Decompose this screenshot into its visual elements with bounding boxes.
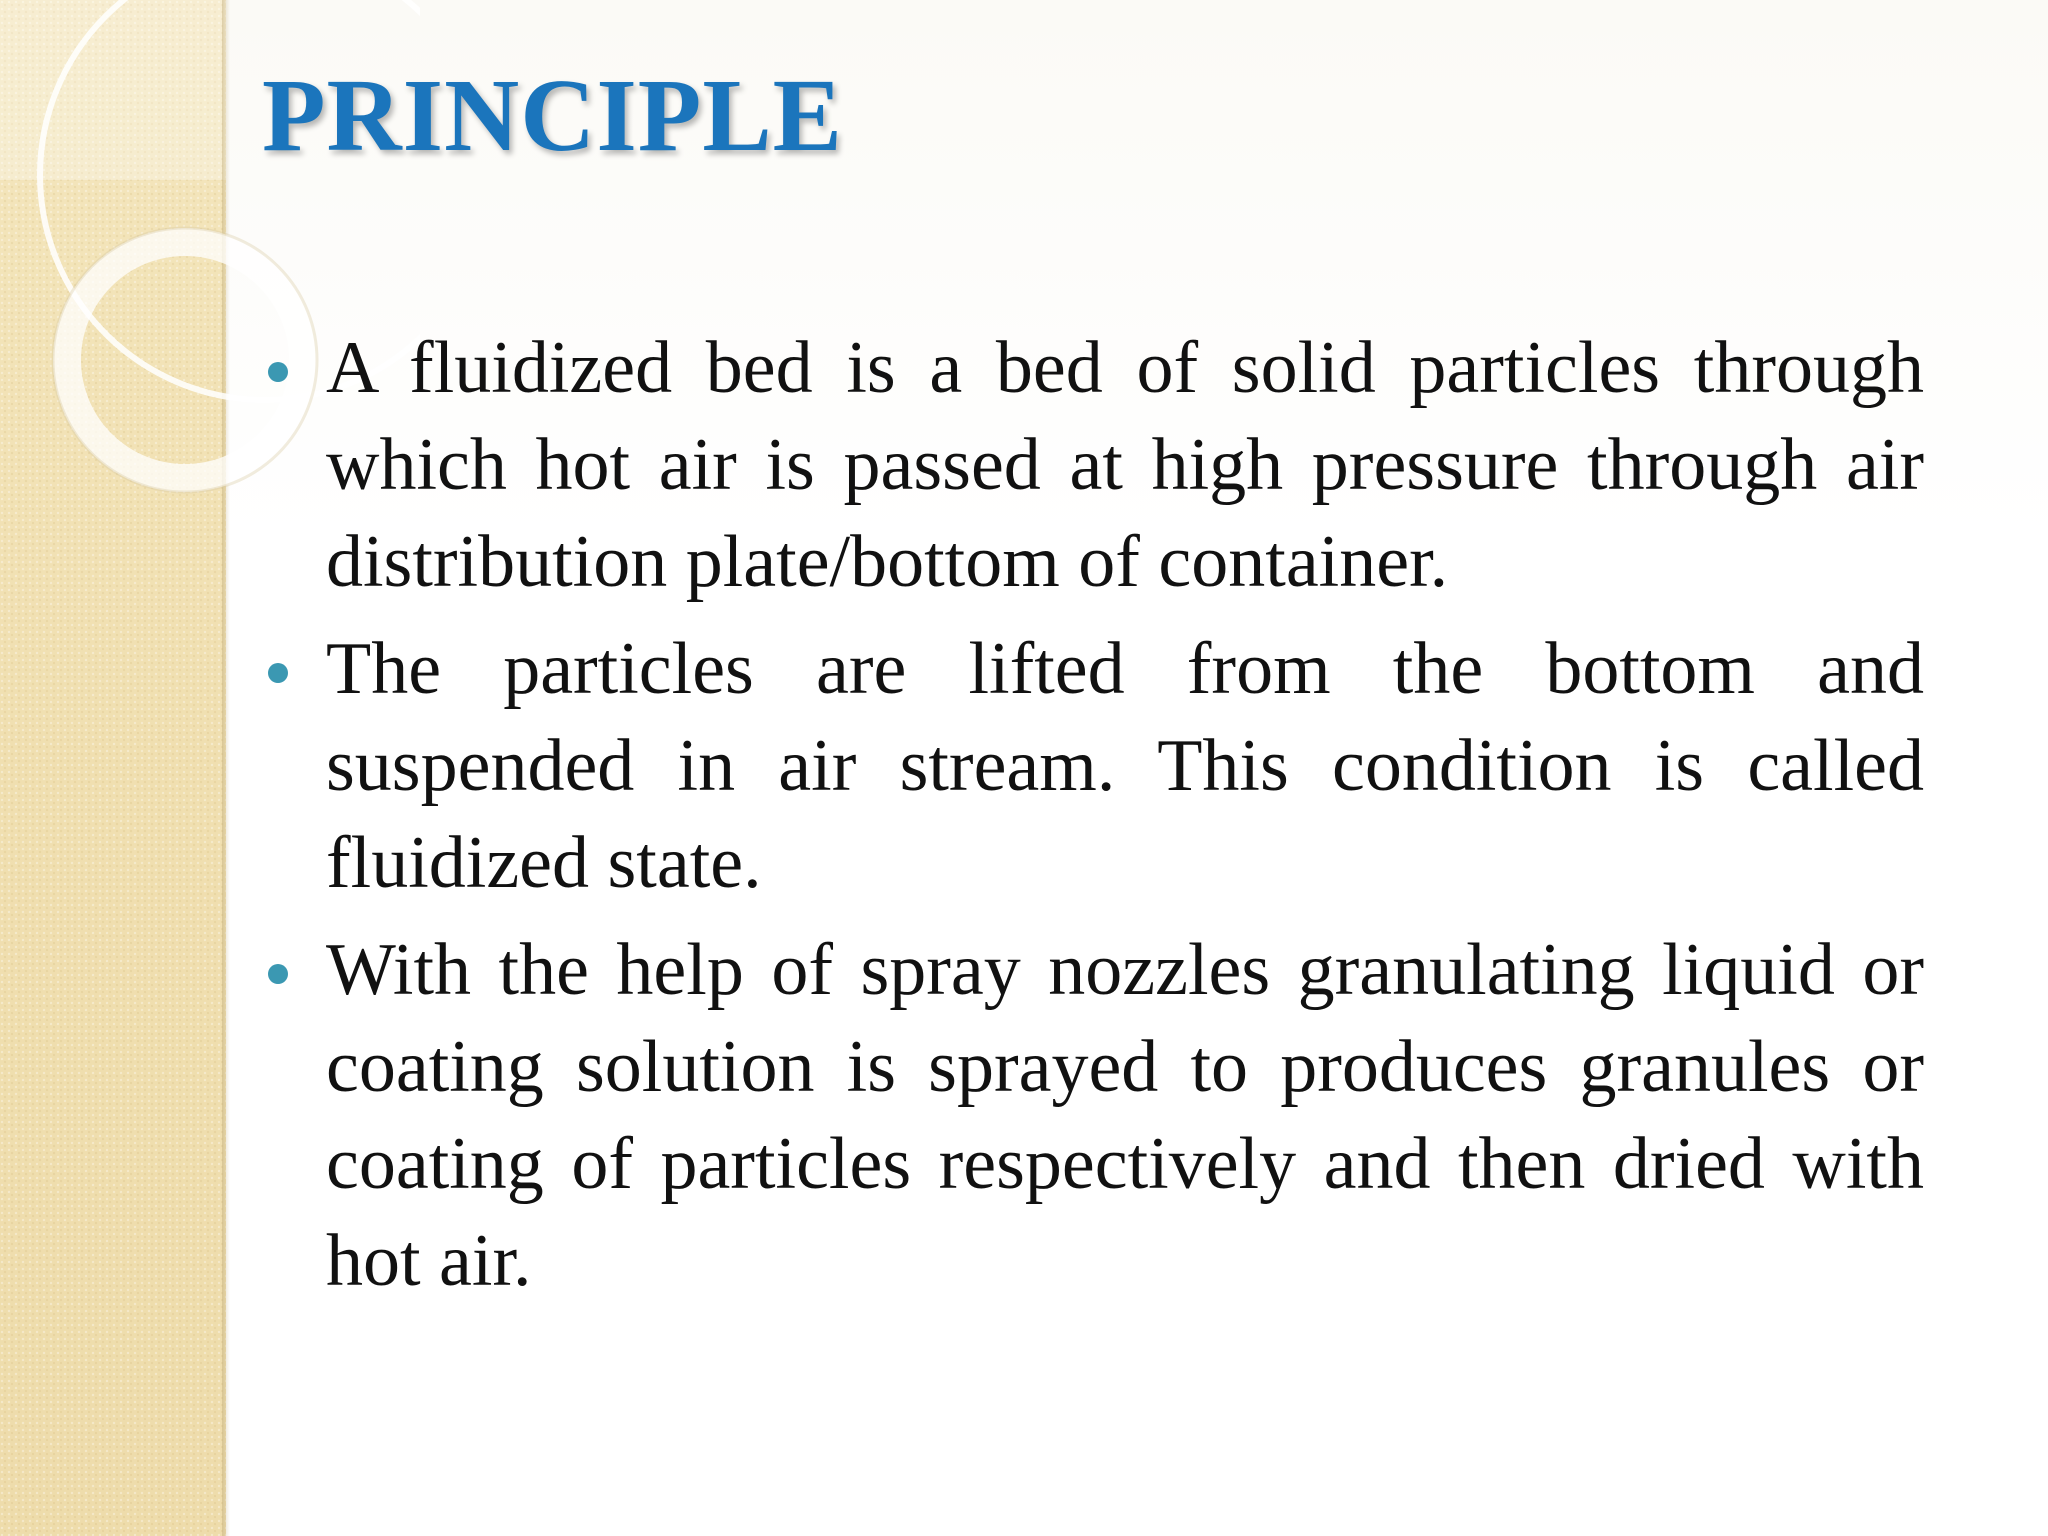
bullet-item xyxy=(262,922,1924,1310)
bullet-item xyxy=(262,621,1924,912)
bullet-dot-icon xyxy=(268,362,288,382)
bullet-text: With the help of spray nozzles granulating liquid or coating solution is sprayed to produces granules or coating of particles respectively and then dried with hot air. xyxy=(326,929,1924,1302)
bullet-text: A fluidized bed is a bed of solid particles through which hot air is passed at high pressure through air distribution plate/bottom of container. xyxy=(326,327,1924,603)
bullet-dot-icon xyxy=(268,663,288,683)
slide-title: PRINCIPLE xyxy=(262,58,844,173)
bullet-list xyxy=(262,320,1924,1320)
bullet-dot-icon xyxy=(268,964,288,984)
decorative-side-band xyxy=(0,0,226,1536)
bullet-item xyxy=(262,320,1924,611)
decorative-top-panel xyxy=(0,0,226,180)
side-band-edge xyxy=(222,0,230,1536)
bullet-text: The particles are lifted from the bottom and suspended in air stream. This condition is called fluidized state. xyxy=(326,628,1924,904)
